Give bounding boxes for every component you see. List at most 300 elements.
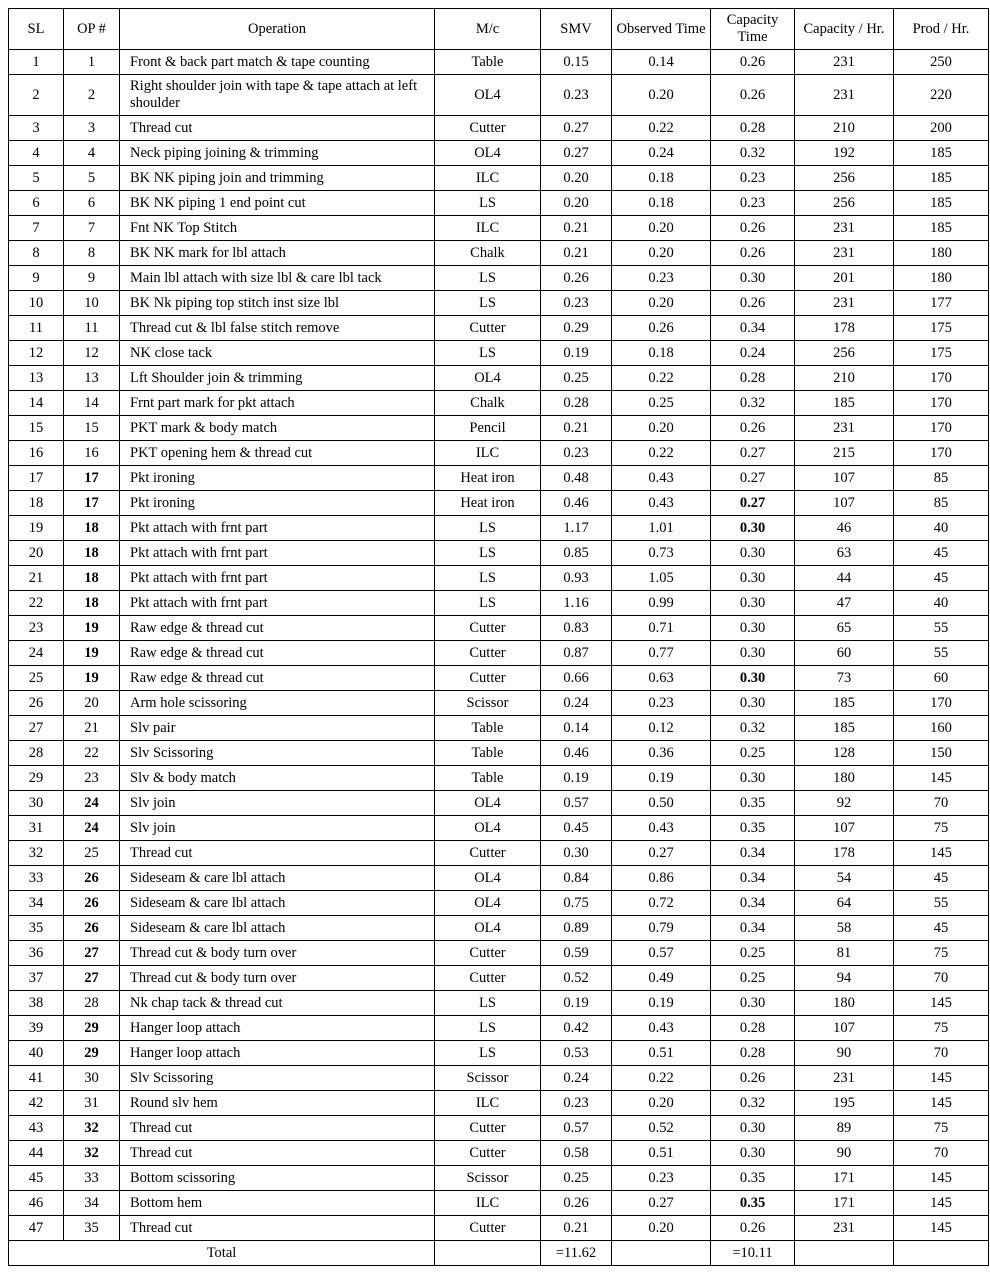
cell-operation: PKT opening hem & thread cut [120, 441, 435, 466]
cell-prod-per-hour: 75 [894, 1116, 989, 1141]
cell-machine: Cutter [435, 1216, 541, 1241]
cell-capacity-time: 0.30 [711, 266, 795, 291]
cell-observed-time: 0.49 [612, 966, 711, 991]
table-row [9, 366, 989, 391]
cell-prod-per-hour: 145 [894, 841, 989, 866]
cell-sl: 47 [9, 1216, 64, 1241]
cell-smv: 0.24 [541, 1066, 612, 1091]
table-row [9, 941, 989, 966]
cell-smv: 0.15 [541, 50, 612, 75]
cell-sl: 46 [9, 1191, 64, 1216]
cell-sl: 35 [9, 916, 64, 941]
cell-op: 18 [64, 566, 120, 591]
cell-machine: LS [435, 266, 541, 291]
header-smv: SMV [541, 9, 612, 50]
cell-capacity-time: 0.35 [711, 816, 795, 841]
cell-prod-per-hour: 175 [894, 341, 989, 366]
cell-op: 24 [64, 791, 120, 816]
cell-capacity-time: 0.32 [711, 391, 795, 416]
cell-capacity-time: 0.26 [711, 1066, 795, 1091]
cell-smv: 0.23 [541, 75, 612, 116]
cell-observed-time: 0.18 [612, 191, 711, 216]
cell-capacity-time: 0.24 [711, 341, 795, 366]
cell-smv: 0.26 [541, 1191, 612, 1216]
cell-machine: OL4 [435, 866, 541, 891]
cell-prod-per-hour: 175 [894, 316, 989, 341]
cell-op: 12 [64, 341, 120, 366]
cell-smv: 0.45 [541, 816, 612, 841]
cell-smv: 0.21 [541, 216, 612, 241]
cell-observed-time: 0.27 [612, 841, 711, 866]
table-row [9, 466, 989, 491]
total-smv: =11.62 [541, 1241, 612, 1266]
cell-capacity-time: 0.34 [711, 316, 795, 341]
cell-capacity-time: 0.25 [711, 966, 795, 991]
cell-operation: Slv join [120, 816, 435, 841]
operation-table-container [8, 8, 988, 1266]
cell-capacity-time: 0.27 [711, 466, 795, 491]
cell-prod-per-hour: 55 [894, 616, 989, 641]
cell-capacity-time: 0.30 [711, 566, 795, 591]
header-prod-per-hour: Prod / Hr. [894, 9, 989, 50]
table-row [9, 816, 989, 841]
table-row [9, 566, 989, 591]
table-row [9, 191, 989, 216]
cell-prod-per-hour: 220 [894, 75, 989, 116]
total-empty-mc [435, 1241, 541, 1266]
cell-observed-time: 0.50 [612, 791, 711, 816]
table-row [9, 1216, 989, 1241]
table-row [9, 516, 989, 541]
table-row [9, 1191, 989, 1216]
cell-operation: Lft Shoulder join & trimming [120, 366, 435, 391]
cell-capacity-time: 0.30 [711, 591, 795, 616]
table-row [9, 416, 989, 441]
cell-prod-per-hour: 170 [894, 366, 989, 391]
cell-observed-time: 0.23 [612, 691, 711, 716]
cell-operation: Arm hole scissoring [120, 691, 435, 716]
cell-capacity-time: 0.30 [711, 691, 795, 716]
cell-machine: Table [435, 766, 541, 791]
cell-capacity-time: 0.30 [711, 616, 795, 641]
cell-observed-time: 0.43 [612, 1016, 711, 1041]
cell-smv: 0.75 [541, 891, 612, 916]
cell-capacity-per-hour: 89 [795, 1116, 894, 1141]
cell-operation: Pkt ironing [120, 466, 435, 491]
cell-sl: 4 [9, 141, 64, 166]
cell-smv: 0.57 [541, 1116, 612, 1141]
cell-observed-time: 0.22 [612, 116, 711, 141]
cell-operation: Fnt NK Top Stitch [120, 216, 435, 241]
cell-op: 10 [64, 291, 120, 316]
cell-capacity-per-hour: 178 [795, 841, 894, 866]
cell-operation: Raw edge & thread cut [120, 616, 435, 641]
table-row [9, 541, 989, 566]
cell-smv: 0.21 [541, 1216, 612, 1241]
table-row [9, 766, 989, 791]
header-capacity-time: Capacity Time [711, 9, 795, 50]
cell-op: 28 [64, 991, 120, 1016]
cell-machine: Cutter [435, 966, 541, 991]
cell-capacity-per-hour: 171 [795, 1166, 894, 1191]
cell-prod-per-hour: 55 [894, 891, 989, 916]
cell-machine: LS [435, 291, 541, 316]
cell-capacity-per-hour: 180 [795, 991, 894, 1016]
cell-capacity-per-hour: 256 [795, 166, 894, 191]
header-observed-time: Observed Time [612, 9, 711, 50]
cell-prod-per-hour: 185 [894, 216, 989, 241]
cell-observed-time: 0.22 [612, 441, 711, 466]
cell-observed-time: 1.01 [612, 516, 711, 541]
cell-operation: Sideseam & care lbl attach [120, 891, 435, 916]
cell-observed-time: 0.19 [612, 766, 711, 791]
cell-capacity-per-hour: 231 [795, 75, 894, 116]
cell-op: 25 [64, 841, 120, 866]
cell-capacity-time: 0.26 [711, 416, 795, 441]
cell-smv: 0.53 [541, 1041, 612, 1066]
cell-op: 27 [64, 966, 120, 991]
cell-sl: 45 [9, 1166, 64, 1191]
cell-machine: ILC [435, 1091, 541, 1116]
cell-capacity-time: 0.26 [711, 1216, 795, 1241]
cell-operation: Front & back part match & tape counting [120, 50, 435, 75]
cell-prod-per-hour: 170 [894, 691, 989, 716]
cell-operation: Thread cut & body turn over [120, 966, 435, 991]
cell-operation: Thread cut & body turn over [120, 941, 435, 966]
cell-op: 13 [64, 366, 120, 391]
cell-prod-per-hour: 55 [894, 641, 989, 666]
cell-op: 17 [64, 466, 120, 491]
table-row [9, 616, 989, 641]
cell-sl: 26 [9, 691, 64, 716]
header-sl: SL [9, 9, 64, 50]
cell-smv: 0.25 [541, 1166, 612, 1191]
cell-sl: 27 [9, 716, 64, 741]
cell-operation: Pkt attach with frnt part [120, 591, 435, 616]
cell-capacity-time: 0.30 [711, 1141, 795, 1166]
cell-smv: 0.19 [541, 991, 612, 1016]
cell-capacity-time: 0.26 [711, 75, 795, 116]
cell-prod-per-hour: 70 [894, 1141, 989, 1166]
cell-observed-time: 0.43 [612, 816, 711, 841]
cell-observed-time: 0.18 [612, 166, 711, 191]
cell-capacity-per-hour: 63 [795, 541, 894, 566]
cell-capacity-time: 0.30 [711, 766, 795, 791]
cell-machine: Cutter [435, 1141, 541, 1166]
cell-op: 29 [64, 1041, 120, 1066]
cell-capacity-per-hour: 107 [795, 466, 894, 491]
cell-prod-per-hour: 250 [894, 50, 989, 75]
table-row [9, 166, 989, 191]
header-machine: M/c [435, 9, 541, 50]
cell-prod-per-hour: 170 [894, 391, 989, 416]
cell-prod-per-hour: 180 [894, 241, 989, 266]
cell-capacity-time: 0.30 [711, 516, 795, 541]
cell-sl: 39 [9, 1016, 64, 1041]
cell-operation: Bottom scissoring [120, 1166, 435, 1191]
cell-smv: 0.14 [541, 716, 612, 741]
table-row [9, 991, 989, 1016]
cell-sl: 21 [9, 566, 64, 591]
table-row [9, 591, 989, 616]
cell-sl: 44 [9, 1141, 64, 1166]
cell-op: 1 [64, 50, 120, 75]
cell-prod-per-hour: 145 [894, 1191, 989, 1216]
cell-prod-per-hour: 170 [894, 416, 989, 441]
cell-capacity-time: 0.30 [711, 666, 795, 691]
table-body [9, 50, 989, 1241]
cell-observed-time: 0.14 [612, 50, 711, 75]
cell-prod-per-hour: 145 [894, 1166, 989, 1191]
cell-sl: 37 [9, 966, 64, 991]
cell-capacity-per-hour: 210 [795, 116, 894, 141]
cell-capacity-time: 0.27 [711, 491, 795, 516]
cell-smv: 0.85 [541, 541, 612, 566]
cell-sl: 23 [9, 616, 64, 641]
cell-capacity-per-hour: 185 [795, 716, 894, 741]
cell-operation: Sideseam & care lbl attach [120, 866, 435, 891]
table-row [9, 666, 989, 691]
cell-sl: 13 [9, 366, 64, 391]
cell-smv: 0.46 [541, 491, 612, 516]
cell-capacity-per-hour: 44 [795, 566, 894, 591]
cell-sl: 6 [9, 191, 64, 216]
operation-breakdown-table [8, 8, 989, 1266]
cell-sl: 15 [9, 416, 64, 441]
table-row [9, 291, 989, 316]
cell-operation: Neck piping joining & trimming [120, 141, 435, 166]
cell-observed-time: 0.79 [612, 916, 711, 941]
cell-observed-time: 0.52 [612, 1116, 711, 1141]
cell-operation: BK NK piping 1 end point cut [120, 191, 435, 216]
cell-prod-per-hour: 45 [894, 866, 989, 891]
cell-prod-per-hour: 160 [894, 716, 989, 741]
cell-observed-time: 0.43 [612, 491, 711, 516]
cell-operation: Thread cut [120, 1141, 435, 1166]
table-row [9, 1116, 989, 1141]
cell-operation: Thread cut [120, 841, 435, 866]
cell-operation: PKT mark & body match [120, 416, 435, 441]
cell-operation: Hanger loop attach [120, 1041, 435, 1066]
cell-smv: 0.66 [541, 666, 612, 691]
cell-observed-time: 0.57 [612, 941, 711, 966]
cell-sl: 24 [9, 641, 64, 666]
cell-machine: LS [435, 516, 541, 541]
cell-op: 21 [64, 716, 120, 741]
cell-smv: 0.27 [541, 116, 612, 141]
cell-capacity-per-hour: 195 [795, 1091, 894, 1116]
cell-capacity-per-hour: 107 [795, 1016, 894, 1041]
total-empty-prod [894, 1241, 989, 1266]
cell-smv: 0.57 [541, 791, 612, 816]
cell-machine: OL4 [435, 891, 541, 916]
cell-sl: 2 [9, 75, 64, 116]
cell-capacity-per-hour: 231 [795, 1066, 894, 1091]
cell-sl: 38 [9, 991, 64, 1016]
cell-prod-per-hour: 145 [894, 1066, 989, 1091]
cell-smv: 0.42 [541, 1016, 612, 1041]
total-empty-observed [612, 1241, 711, 1266]
cell-observed-time: 0.12 [612, 716, 711, 741]
cell-smv: 0.84 [541, 866, 612, 891]
cell-capacity-time: 0.32 [711, 716, 795, 741]
cell-sl: 28 [9, 741, 64, 766]
cell-sl: 10 [9, 291, 64, 316]
cell-capacity-per-hour: 210 [795, 366, 894, 391]
cell-sl: 40 [9, 1041, 64, 1066]
table-row [9, 1141, 989, 1166]
cell-op: 18 [64, 541, 120, 566]
cell-prod-per-hour: 85 [894, 491, 989, 516]
cell-sl: 43 [9, 1116, 64, 1141]
cell-observed-time: 0.20 [612, 1091, 711, 1116]
cell-smv: 0.27 [541, 141, 612, 166]
cell-op: 16 [64, 441, 120, 466]
table-row [9, 866, 989, 891]
cell-capacity-time: 0.32 [711, 1091, 795, 1116]
cell-capacity-per-hour: 81 [795, 941, 894, 966]
cell-capacity-per-hour: 231 [795, 1216, 894, 1241]
cell-capacity-per-hour: 92 [795, 791, 894, 816]
cell-prod-per-hour: 40 [894, 591, 989, 616]
cell-machine: Scissor [435, 691, 541, 716]
cell-smv: 0.59 [541, 941, 612, 966]
cell-operation: Slv pair [120, 716, 435, 741]
cell-sl: 1 [9, 50, 64, 75]
cell-capacity-per-hour: 231 [795, 216, 894, 241]
cell-sl: 14 [9, 391, 64, 416]
cell-capacity-time: 0.35 [711, 791, 795, 816]
cell-machine: LS [435, 1016, 541, 1041]
cell-observed-time: 0.36 [612, 741, 711, 766]
table-row [9, 891, 989, 916]
cell-observed-time: 0.20 [612, 291, 711, 316]
table-row [9, 266, 989, 291]
cell-capacity-per-hour: 73 [795, 666, 894, 691]
cell-prod-per-hour: 185 [894, 191, 989, 216]
cell-smv: 0.20 [541, 191, 612, 216]
cell-capacity-time: 0.28 [711, 366, 795, 391]
cell-smv: 0.89 [541, 916, 612, 941]
cell-capacity-per-hour: 192 [795, 141, 894, 166]
cell-capacity-per-hour: 64 [795, 891, 894, 916]
cell-op: 32 [64, 1141, 120, 1166]
cell-capacity-time: 0.25 [711, 941, 795, 966]
cell-capacity-time: 0.35 [711, 1191, 795, 1216]
cell-operation: BK Nk piping top stitch inst size lbl [120, 291, 435, 316]
cell-capacity-time: 0.34 [711, 916, 795, 941]
cell-operation: Slv & body match [120, 766, 435, 791]
cell-capacity-time: 0.28 [711, 1016, 795, 1041]
cell-prod-per-hour: 180 [894, 266, 989, 291]
cell-operation: Slv join [120, 791, 435, 816]
table-row [9, 1166, 989, 1191]
cell-observed-time: 0.25 [612, 391, 711, 416]
cell-capacity-per-hour: 54 [795, 866, 894, 891]
cell-prod-per-hour: 170 [894, 441, 989, 466]
cell-capacity-time: 0.26 [711, 50, 795, 75]
cell-observed-time: 0.86 [612, 866, 711, 891]
cell-capacity-per-hour: 256 [795, 341, 894, 366]
cell-capacity-time: 0.23 [711, 191, 795, 216]
cell-observed-time: 0.73 [612, 541, 711, 566]
cell-capacity-time: 0.30 [711, 641, 795, 666]
cell-machine: LS [435, 566, 541, 591]
cell-prod-per-hour: 60 [894, 666, 989, 691]
cell-capacity-per-hour: 58 [795, 916, 894, 941]
cell-machine: OL4 [435, 816, 541, 841]
cell-operation: Pkt attach with frnt part [120, 566, 435, 591]
cell-machine: OL4 [435, 75, 541, 116]
cell-observed-time: 0.20 [612, 1216, 711, 1241]
cell-op: 14 [64, 391, 120, 416]
table-row [9, 341, 989, 366]
cell-op: 19 [64, 666, 120, 691]
cell-capacity-time: 0.28 [711, 1041, 795, 1066]
cell-capacity-time: 0.34 [711, 891, 795, 916]
cell-op: 32 [64, 1116, 120, 1141]
cell-operation: BK NK piping join and trimming [120, 166, 435, 191]
cell-operation: Right shoulder join with tape & tape attach at left shoulder [120, 75, 435, 116]
cell-op: 35 [64, 1216, 120, 1241]
total-label: Total [9, 1241, 435, 1266]
cell-operation: Frnt part mark for pkt attach [120, 391, 435, 416]
cell-smv: 0.23 [541, 1091, 612, 1116]
cell-capacity-time: 0.25 [711, 741, 795, 766]
table-row [9, 916, 989, 941]
cell-capacity-time: 0.30 [711, 1116, 795, 1141]
cell-smv: 0.23 [541, 291, 612, 316]
cell-prod-per-hour: 145 [894, 1216, 989, 1241]
table-row [9, 216, 989, 241]
cell-capacity-per-hour: 128 [795, 741, 894, 766]
cell-op: 17 [64, 491, 120, 516]
cell-machine: Chalk [435, 241, 541, 266]
total-empty-cap-hr [795, 1241, 894, 1266]
cell-smv: 0.48 [541, 466, 612, 491]
cell-observed-time: 0.26 [612, 316, 711, 341]
cell-operation: Raw edge & thread cut [120, 666, 435, 691]
cell-op: 19 [64, 641, 120, 666]
cell-observed-time: 0.20 [612, 416, 711, 441]
table-row [9, 716, 989, 741]
cell-observed-time: 0.99 [612, 591, 711, 616]
cell-op: 3 [64, 116, 120, 141]
cell-operation: Sideseam & care lbl attach [120, 916, 435, 941]
cell-observed-time: 0.22 [612, 1066, 711, 1091]
cell-sl: 22 [9, 591, 64, 616]
cell-machine: Cutter [435, 941, 541, 966]
cell-capacity-time: 0.34 [711, 841, 795, 866]
cell-prod-per-hour: 70 [894, 966, 989, 991]
cell-machine: Cutter [435, 841, 541, 866]
cell-machine: LS [435, 341, 541, 366]
table-row [9, 966, 989, 991]
table-row [9, 1091, 989, 1116]
table-row [9, 641, 989, 666]
cell-capacity-per-hour: 46 [795, 516, 894, 541]
cell-sl: 36 [9, 941, 64, 966]
cell-capacity-per-hour: 60 [795, 641, 894, 666]
table-row [9, 691, 989, 716]
cell-machine: LS [435, 541, 541, 566]
cell-op: 22 [64, 741, 120, 766]
cell-observed-time: 0.19 [612, 991, 711, 1016]
cell-prod-per-hour: 200 [894, 116, 989, 141]
cell-machine: Cutter [435, 641, 541, 666]
cell-prod-per-hour: 70 [894, 1041, 989, 1066]
cell-operation: Round slv hem [120, 1091, 435, 1116]
